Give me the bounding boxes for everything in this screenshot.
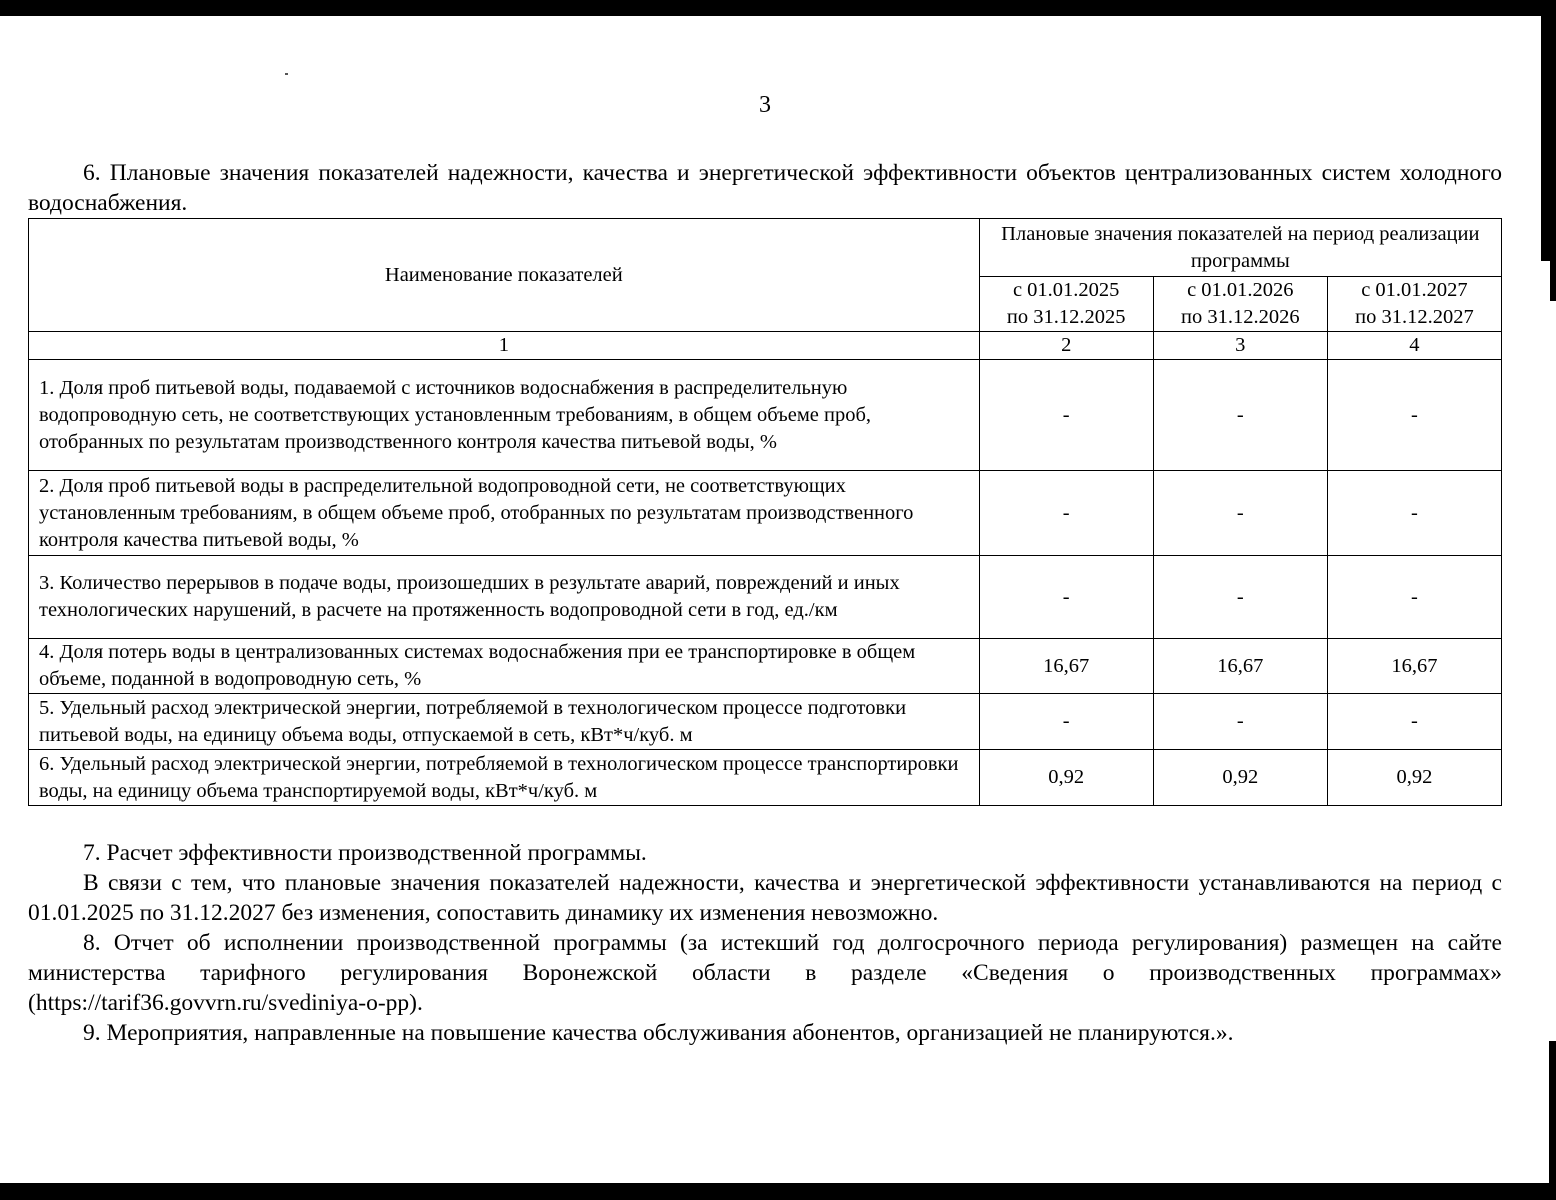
scan-border-bottom <box>0 1183 1556 1200</box>
page-number: 3 <box>759 92 771 118</box>
indicator-value: 16,67 <box>1327 639 1501 694</box>
scan-border-right-upper <box>1541 16 1556 261</box>
table-row <box>29 639 1502 694</box>
indicator-value: - <box>1153 471 1327 556</box>
section-9-text: 9. Мероприятия, направленные на повышение качества обслуживания абонентов, организацией не планируются.». <box>83 1020 1234 1046</box>
closing-sections <box>28 838 1502 1048</box>
indicator-value: - <box>1327 471 1501 556</box>
indicator-value: - <box>979 471 1153 556</box>
indicator-value: - <box>1327 694 1501 750</box>
scan-speck <box>285 73 288 75</box>
indicator-value: - <box>1327 360 1501 471</box>
period-header-3: с 01.01.2027 по 31.12.2027 <box>1327 277 1501 332</box>
section-8-text: 8. Отчет об исполнении производственной программы (за истекший год долгосрочного периода регулирования) размещен на сайте министерства тарифного регулирования Воронежской области в разделе «Сведения о производственных программах» (https://tarif36.govvrn.ru/svediniya-o-pp). <box>28 930 1502 1016</box>
section-7-title: 7. Расчет эффективности производственной программы. <box>83 840 647 866</box>
indicator-value: - <box>979 556 1153 639</box>
table-row <box>29 556 1502 639</box>
indicator-value: - <box>1327 556 1501 639</box>
indicator-value: - <box>979 360 1153 471</box>
indicator-name: 5. Удельный расход электрической энергии, потребляемой в технологическом процессе подготовки питьевой воды, на единицу объема воды, отпускаемой в сеть, кВт*ч/куб. м <box>29 694 980 750</box>
table-row <box>29 360 1502 471</box>
col-number-3: 3 <box>1153 332 1327 360</box>
scan-border-top <box>0 0 1556 16</box>
indicator-value: - <box>1153 694 1327 750</box>
indicator-value: 16,67 <box>979 639 1153 694</box>
indicator-value: - <box>1153 360 1327 471</box>
indicator-value: 0,92 <box>979 750 1153 806</box>
section-7-text: В связи с тем, что плановые значения показателей надежности, качества и энергетической эффективности устанавливаются на период с 01.01.2025 по 31.12.2027 без изменения, сопоставить динамику их изменения невозможно. <box>28 870 1502 926</box>
section-6-title: 6. Плановые значения показателей надежности, качества и энергетической эффективности объектов централизованных систем холодного водоснабжения. <box>28 160 1502 216</box>
indicators-table <box>28 218 1502 806</box>
table-row <box>29 471 1502 556</box>
group-header: Плановые значения показателей на период реализации программы <box>979 219 1501 277</box>
indicator-name: 2. Доля проб питьевой воды в распределительной водопроводной сети, не соответствующих установленным требованиям, в общем объеме проб, отобранных по результатам производственного контроля качества питьевой воды, % <box>29 471 980 556</box>
indicator-name: 4. Доля потерь воды в централизованных системах водоснабжения при ее транспортировке в общем объеме, поданной в водопроводную сеть, % <box>29 639 980 694</box>
scan-border-right-mid <box>1550 261 1556 301</box>
indicator-value: 0,92 <box>1153 750 1327 806</box>
period-header-2: с 01.01.2026 по 31.12.2026 <box>1153 277 1327 332</box>
indicator-value: 16,67 <box>1153 639 1327 694</box>
indicator-name: 1. Доля проб питьевой воды, подаваемой с источников водоснабжения в распределительную водопроводную сеть, не соответствующих установленным требованиям, в общем объеме проб, отобранных по результатам производственного контроля качества питьевой воды, % <box>29 360 980 471</box>
scan-border-right-lower <box>1549 1041 1556 1183</box>
table-row <box>29 694 1502 750</box>
col-number-2: 2 <box>979 332 1153 360</box>
col-number-1: 1 <box>29 332 980 360</box>
indicator-value: - <box>979 694 1153 750</box>
indicator-name: 6. Удельный расход электрической энергии, потребляемой в технологическом процессе транспортировки воды, на единицу объема транспортируемой воды, кВт*ч/куб. м <box>29 750 980 806</box>
indicator-value: - <box>1153 556 1327 639</box>
col-name-header: Наименование показателей <box>29 219 980 332</box>
period-header-1: с 01.01.2025 по 31.12.2025 <box>979 277 1153 332</box>
indicator-value: 0,92 <box>1327 750 1501 806</box>
table-row <box>29 750 1502 806</box>
col-number-4: 4 <box>1327 332 1501 360</box>
indicator-name: 3. Количество перерывов в подаче воды, произошедших в результате аварий, повреждений и иных технологических нарушений, в расчете на протяженность водопроводной сети в год, ед./км <box>29 556 980 639</box>
